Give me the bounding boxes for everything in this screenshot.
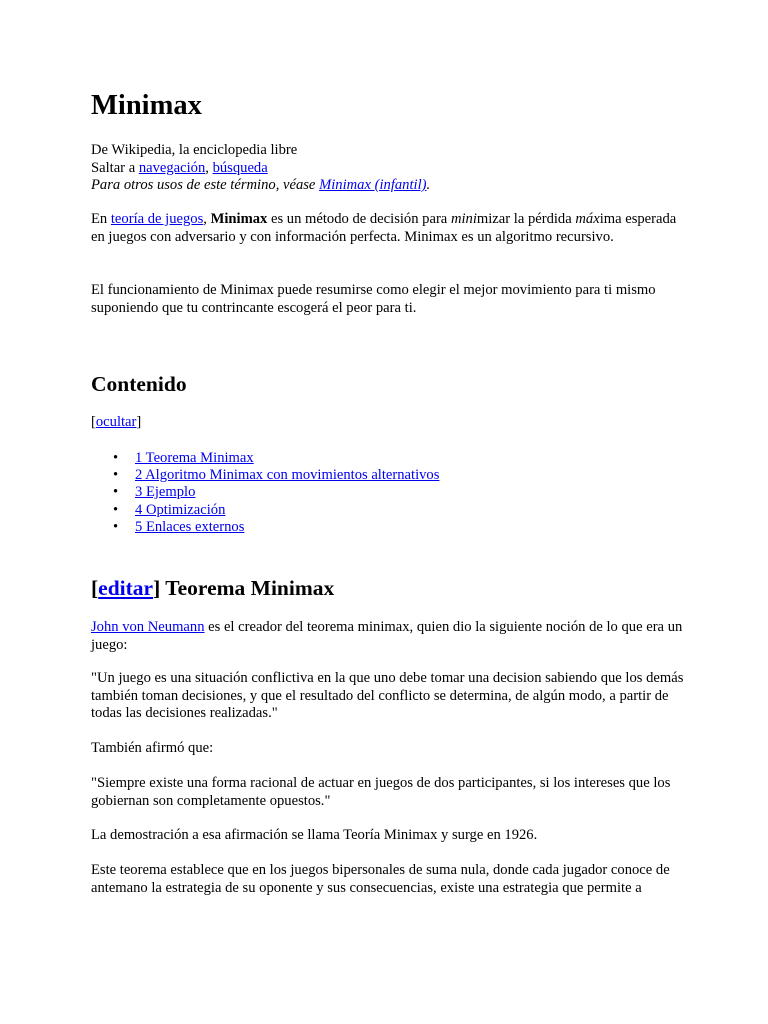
section-paragraph-4: "Siempre existe una forma racional de actuar en juegos de dos participantes, si los intereses que los gobiernan son completamente opuestos." bbox=[91, 775, 671, 809]
hide-toc-link[interactable]: ocultar bbox=[95, 414, 137, 430]
toc-toggle bbox=[91, 414, 691, 432]
disambig-suffix: . bbox=[426, 177, 431, 193]
toc-link-2[interactable]: 2 Algoritmo Minimax con movimientos alternativos bbox=[135, 467, 440, 484]
game-theory-link[interactable]: teoría de juegos bbox=[110, 211, 204, 227]
toc-item bbox=[91, 484, 691, 501]
intro-text: , bbox=[203, 211, 211, 227]
intro-text: es un método de decisión para bbox=[267, 211, 451, 227]
article-header bbox=[91, 142, 691, 195]
bullet: • bbox=[113, 518, 119, 535]
italic-term: mini bbox=[450, 211, 477, 227]
toc-bracket: ] bbox=[136, 414, 142, 430]
edit-bracket: [ bbox=[91, 576, 99, 600]
jump-links bbox=[91, 160, 691, 178]
intro-paragraph-1 bbox=[91, 211, 691, 246]
bold-term: Minimax bbox=[210, 211, 268, 227]
disambiguation-note bbox=[91, 177, 691, 195]
disambig-prefix: Para otros usos de este término, véase bbox=[91, 177, 320, 193]
toc-item bbox=[91, 519, 691, 536]
section-paragraph-6: Este teorema establece que en los juegos bipersonales de suma nula, donde cada jugador conoce de antemano la estrategia de su oponente y sus consecuencias, existe una estrategia que permite a bbox=[91, 862, 670, 896]
von-neumann-link[interactable]: John von Neumann bbox=[91, 619, 205, 635]
section-title: Teorema Minimax bbox=[160, 576, 335, 600]
section-paragraph-5: La demostración a esa afirmación se llama Teoría Minimax y surge en 1926. bbox=[91, 827, 538, 843]
section-paragraph-3: También afirmó que: bbox=[91, 740, 214, 756]
toc-bracket: [ bbox=[91, 414, 96, 430]
disambiguation-link[interactable]: Minimax (infantil) bbox=[319, 177, 427, 193]
toc-link-3[interactable]: 3 Ejemplo bbox=[135, 484, 196, 501]
intro-text: mizar la pérdida bbox=[476, 211, 576, 227]
bullet: • bbox=[113, 501, 119, 518]
jump-separator: , bbox=[205, 159, 213, 176]
edit-section-link[interactable]: editar bbox=[98, 576, 154, 600]
tagline: De Wikipedia, la enciclopedia libre bbox=[91, 142, 298, 158]
toc-link-4[interactable]: 4 Optimización bbox=[135, 501, 226, 518]
search-link[interactable]: búsqueda bbox=[212, 159, 268, 176]
section-paragraph-1 bbox=[91, 619, 691, 654]
navigation-link[interactable]: navegación bbox=[138, 159, 206, 176]
intro-text: ima esperada en juegos con adversario y con información perfecta. Minimax es un algoritmo recursivo. bbox=[91, 211, 677, 245]
toc-item bbox=[91, 467, 691, 484]
toc-item bbox=[91, 502, 691, 519]
toc-link-1[interactable]: 1 Teorema Minimax bbox=[135, 450, 254, 466]
toc-item bbox=[91, 450, 691, 467]
bullet: • bbox=[113, 467, 119, 484]
toc-link-5[interactable]: 5 Enlaces externos bbox=[135, 518, 245, 535]
bullet: • bbox=[113, 450, 119, 466]
section-paragraph-2: "Un juego es una situación conflictiva en la que uno debe tomar una decision sabiendo que los demás también toman decisiones, y que el resultado del conflicto se determina, de algún modo, a partir de todas las decisiones realizadas." bbox=[91, 670, 684, 721]
intro-text: En bbox=[91, 211, 111, 227]
italic-term: máx bbox=[575, 211, 600, 227]
toc-title: Contenido bbox=[91, 372, 187, 396]
paragraph-text: es el creador del teorema minimax, quien dio la siguiente noción de lo que era un juego: bbox=[91, 619, 683, 653]
intro-paragraph-2: El funcionamiento de Minimax puede resumirse como elegir el mejor movimiento para ti mismo suponiendo que tu contrincante escogerá el peor para ti. bbox=[91, 282, 656, 316]
jump-prefix: Saltar a bbox=[91, 159, 139, 176]
edit-bracket: ] bbox=[153, 576, 161, 600]
bullet: • bbox=[113, 484, 119, 501]
toc-list bbox=[91, 450, 691, 536]
section-heading-teorema bbox=[91, 575, 334, 601]
page-title: Minimax bbox=[91, 90, 202, 121]
